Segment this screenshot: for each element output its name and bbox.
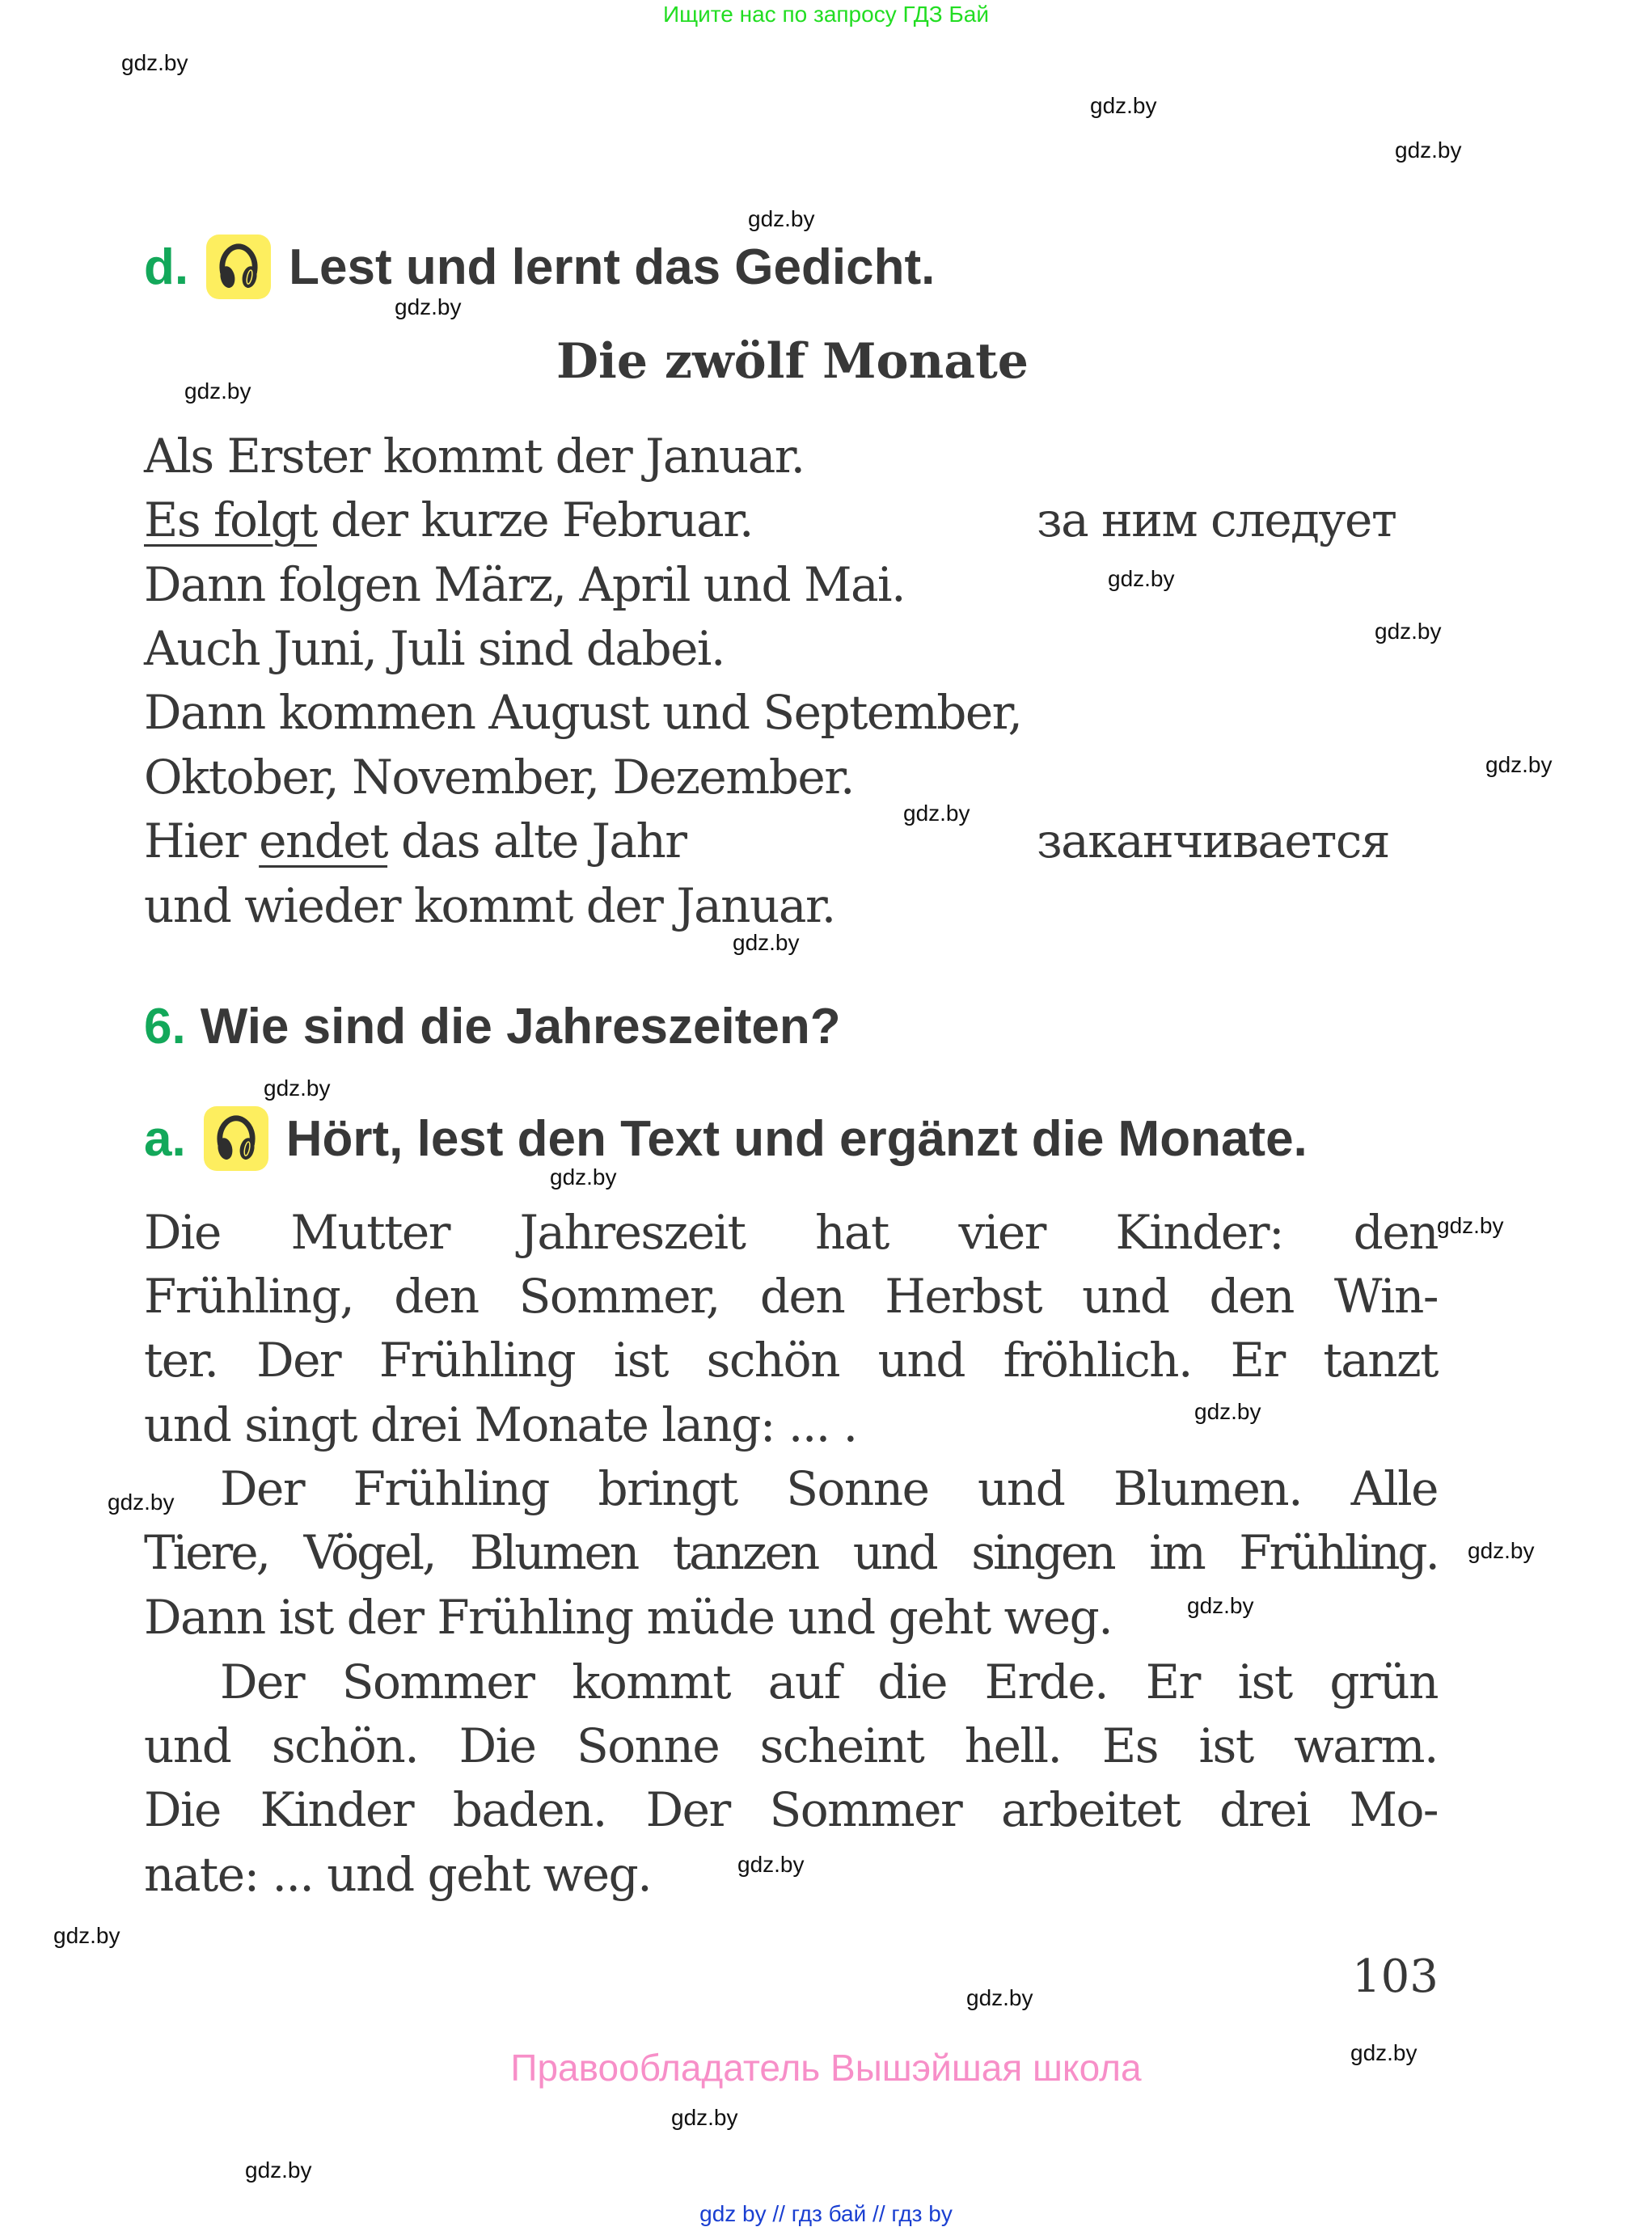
poem-line-8: und wieder kommt der Januar.: [144, 878, 835, 933]
exercise-6-title: Wie sind die Jahreszeiten?: [200, 999, 841, 1054]
exercise-6-number: 6.: [144, 999, 186, 1054]
underlined-word: endet: [259, 813, 388, 868]
page-number: 103: [1352, 1950, 1439, 2003]
poem-line-4: Auch Juni, Juli sind dabei.: [144, 621, 725, 676]
watermark: gdz.by: [108, 1490, 175, 1515]
headphones-icon[interactable]: [206, 235, 271, 299]
watermark: gdz.by: [1194, 1399, 1261, 1424]
watermark: gdz.by: [1395, 137, 1462, 163]
gloss-translation-1: за ним следует: [1037, 492, 1396, 547]
headphones-icon[interactable]: [204, 1106, 268, 1171]
poem-line-3: Dann folgen März, April und Mai.: [144, 557, 906, 612]
watermark: gdz.by: [550, 1164, 617, 1190]
watermark: gdz.by: [1350, 2040, 1418, 2065]
watermark: gdz.by: [671, 2105, 738, 2130]
watermark: gdz.by: [1090, 93, 1157, 118]
poem-line-5: Dann kommen August und September,: [144, 685, 1022, 740]
watermark: gdz.by: [733, 930, 800, 955]
poem-line-2: Es folgt der kurze Februar.: [144, 492, 753, 547]
text-line-5: Der Frühling bringt Sonne und Blumen. Alle: [220, 1461, 1438, 1516]
task-a-heading: [144, 1106, 1308, 1171]
poem-line-1: Als Erster kommt der Januar.: [144, 429, 805, 484]
task-a-title: Hört, lest den Text und ergänzt die Monate.: [285, 1110, 1308, 1167]
watermark: gdz.by: [1437, 1213, 1504, 1238]
text-line-9: und schön. Die Sonne scheint hell. Es ist warm.: [144, 1718, 1438, 1773]
watermark: gdz.by: [1375, 619, 1442, 644]
watermark: gdz.by: [1187, 1593, 1254, 1618]
watermark: gdz.by: [245, 2157, 312, 2183]
footer-links[interactable]: gdz by // гдз бай // гдз by: [699, 2201, 953, 2226]
watermark: gdz.by: [903, 801, 970, 826]
top-search-banner: Ищите нас по запросу ГДЗ Бай: [662, 2, 990, 27]
text-line-3: ter. Der Frühling ist schön und fröhlich. Er tanzt: [144, 1333, 1438, 1388]
watermark: gdz.by: [184, 378, 251, 404]
text-line-7: Dann ist der Frühling müde und geht weg.: [144, 1590, 1113, 1645]
copyright-notice: Правообладатель Вышэйшая школа: [510, 2047, 1142, 2089]
watermark: gdz.by: [1485, 752, 1553, 777]
watermark: gdz.by: [1108, 566, 1175, 591]
text-line-6: Tiere, Vögel, Blumen tanzen und singen im Frühling.: [144, 1525, 1438, 1580]
watermark: gdz.by: [395, 294, 462, 319]
watermark: gdz.by: [53, 1923, 120, 1948]
text-line-8: Der Sommer kommt auf die Erde. Er ist grün: [220, 1654, 1438, 1709]
exercise-6-heading: [144, 998, 841, 1055]
text-line-10: Die Kinder baden. Der Sommer arbeitet drei Mo-: [144, 1782, 1438, 1837]
watermark: gdz.by: [121, 50, 188, 75]
text-line-2: Frühling, den Sommer, den Herbst und den Win-: [144, 1269, 1438, 1324]
task-d-title: Lest und lernt das Gedicht.: [289, 239, 936, 295]
text-line-11: nate: ... und geht weg.: [144, 1847, 652, 1902]
watermark: gdz.by: [966, 1985, 1033, 2010]
watermark: gdz.by: [1468, 1538, 1535, 1563]
text-line-1: Die Mutter Jahreszeit hat vier Kinder: den: [144, 1205, 1438, 1260]
task-d-label: d.: [144, 239, 189, 295]
poem-line-7: Hier endet das alte Jahr: [144, 813, 687, 868]
text-line-4: und singt drei Monate lang: ... .: [144, 1397, 857, 1452]
watermark: gdz.by: [748, 206, 815, 231]
task-a-label: a.: [144, 1110, 186, 1167]
gloss-translation-2: заканчивается: [1037, 813, 1389, 868]
task-d-heading: [144, 235, 935, 299]
watermark: gdz.by: [737, 1852, 805, 1877]
poem-title: Die zwölf Monate: [556, 333, 1029, 390]
underlined-phrase: Es folgt: [144, 492, 317, 547]
watermark: gdz.by: [264, 1075, 331, 1101]
poem-line-6: Oktober, November, Dezember.: [144, 750, 854, 805]
